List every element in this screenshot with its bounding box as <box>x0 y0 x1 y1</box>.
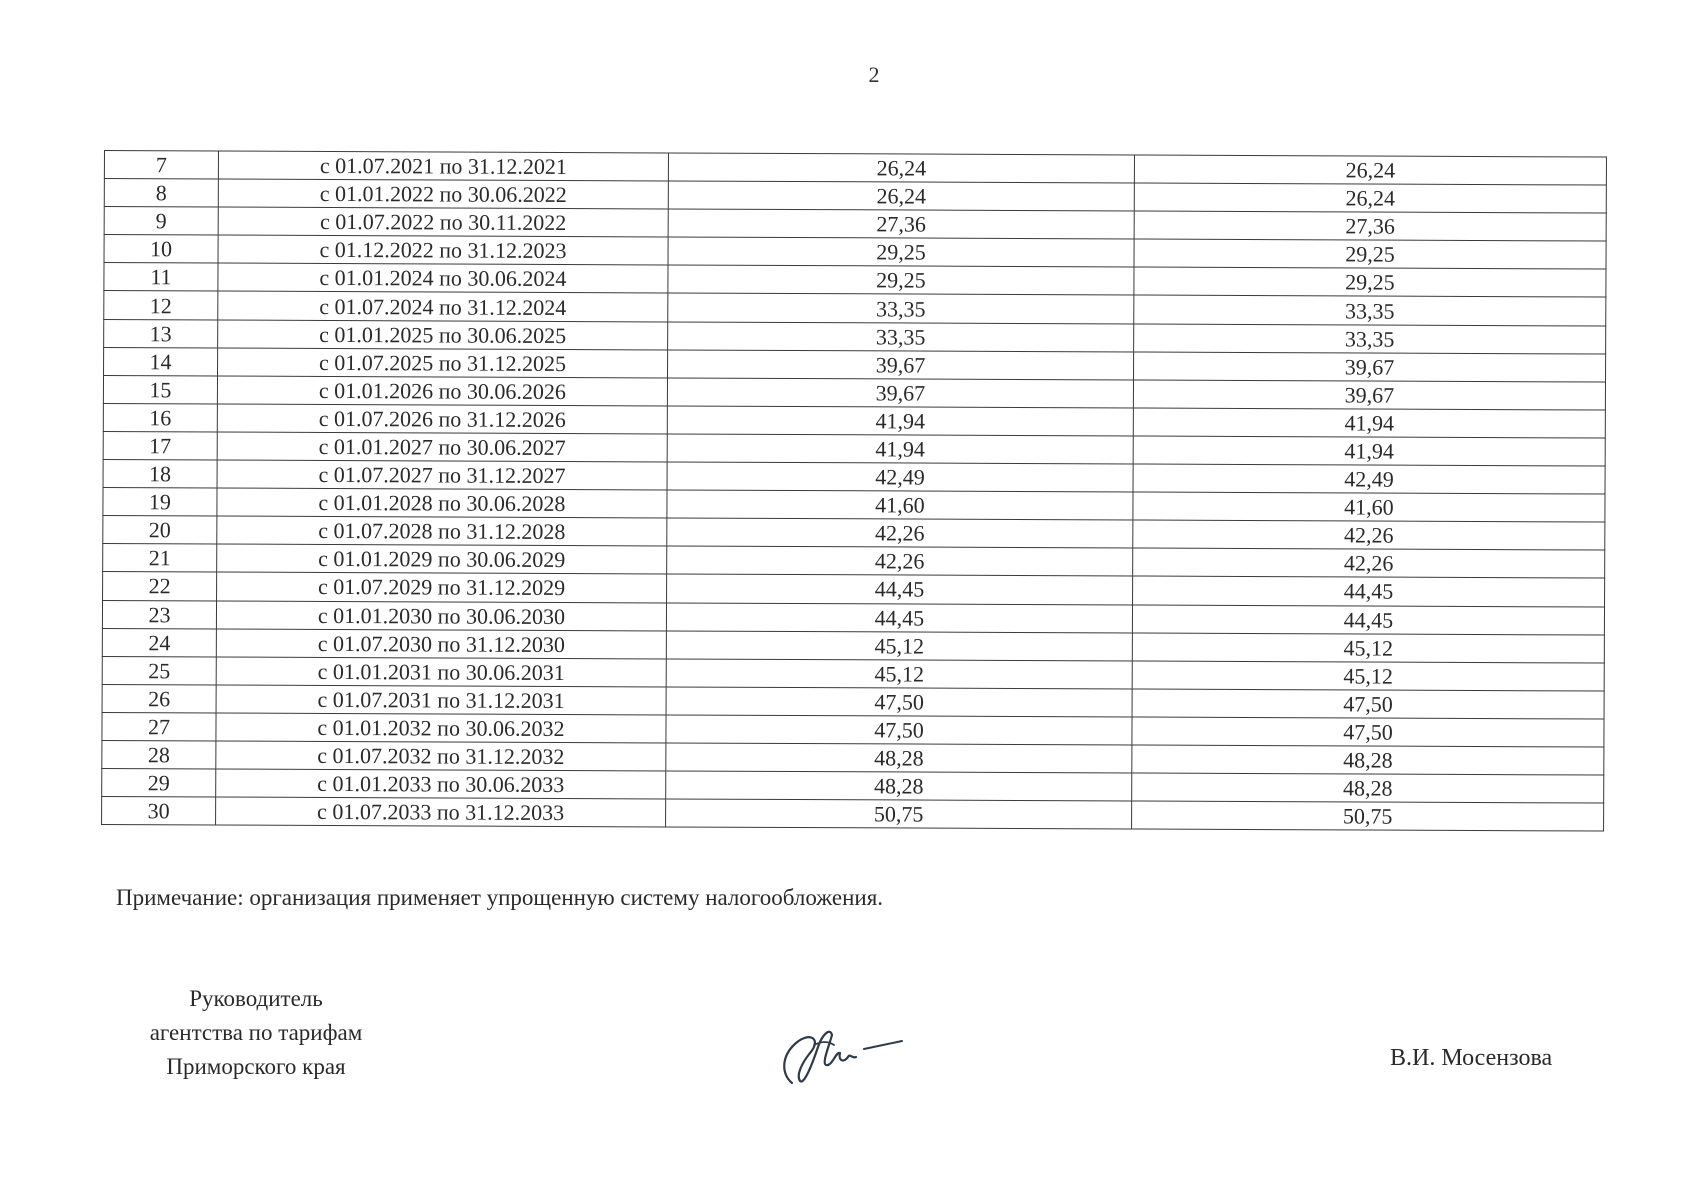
row-number-cell: 22 <box>103 572 217 601</box>
period-cell: с 01.07.2032 по 31.12.2032 <box>216 741 666 771</box>
period-cell: с 01.01.2030 по 30.06.2030 <box>216 600 666 630</box>
period-cell: с 01.07.2029 по 31.12.2029 <box>217 572 667 602</box>
row-number-cell: 15 <box>103 375 217 404</box>
period-cell: с 01.01.2029 по 30.06.2029 <box>217 544 667 574</box>
value-cell-2: 45,12 <box>1132 633 1604 663</box>
period-cell: с 01.01.2031 по 30.06.2031 <box>216 657 666 687</box>
row-number-cell: 24 <box>102 628 216 657</box>
value-cell-1: 47,50 <box>666 715 1132 745</box>
period-cell: с 01.01.2032 по 30.06.2032 <box>216 713 666 743</box>
period-cell: с 01.07.2027 по 31.12.2027 <box>217 460 667 490</box>
value-cell-1: 33,35 <box>668 322 1134 352</box>
row-number-cell: 28 <box>102 740 216 769</box>
period-cell: с 01.07.2030 по 31.12.2030 <box>216 629 666 659</box>
page-number: 2 <box>868 62 880 87</box>
value-cell-2: 45,12 <box>1132 661 1604 691</box>
row-number-cell: 30 <box>102 797 216 826</box>
value-cell-2: 42,26 <box>1133 520 1605 550</box>
value-cell-2: 50,75 <box>1132 801 1604 831</box>
period-cell: с 01.01.2022 по 30.06.2022 <box>218 179 668 209</box>
value-cell-1: 42,26 <box>667 518 1133 548</box>
period-cell: с 01.07.2024 по 31.12.2024 <box>218 291 668 321</box>
value-cell-1: 41,60 <box>667 490 1133 520</box>
row-number-cell: 25 <box>102 656 216 685</box>
value-cell-1: 33,35 <box>668 293 1134 323</box>
row-number-cell: 29 <box>102 769 216 798</box>
period-cell: с 01.01.2027 по 30.06.2027 <box>217 432 667 462</box>
row-number-cell: 10 <box>104 235 218 264</box>
value-cell-1: 50,75 <box>666 799 1132 829</box>
value-cell-1: 41,94 <box>667 406 1133 436</box>
period-cell: с 01.07.2031 по 31.12.2031 <box>216 685 666 715</box>
value-cell-1: 39,67 <box>668 350 1134 380</box>
value-cell-2: 29,25 <box>1134 267 1606 297</box>
value-cell-2: 44,45 <box>1133 576 1605 606</box>
period-cell: с 01.01.2024 по 30.06.2024 <box>218 263 668 293</box>
value-cell-2: 33,35 <box>1134 295 1606 325</box>
value-cell-2: 48,28 <box>1132 745 1604 775</box>
value-cell-1: 45,12 <box>666 659 1132 689</box>
row-number-cell: 11 <box>104 263 218 292</box>
row-number-cell: 17 <box>103 431 217 460</box>
row-number-cell: 27 <box>102 712 216 741</box>
value-cell-2: 26,24 <box>1134 183 1606 213</box>
signer-title-line: Руководитель <box>189 986 323 1011</box>
value-cell-2: 42,26 <box>1133 548 1605 578</box>
value-cell-2: 41,94 <box>1133 436 1605 466</box>
signer-title-block <box>106 982 406 1084</box>
row-number-cell: 18 <box>103 460 217 489</box>
value-cell-1: 47,50 <box>666 687 1132 717</box>
value-cell-1: 44,45 <box>667 574 1133 604</box>
value-cell-2: 41,94 <box>1133 408 1605 438</box>
value-cell-2: 42,49 <box>1133 464 1605 494</box>
row-number-cell: 8 <box>104 179 218 208</box>
value-cell-2: 39,67 <box>1134 352 1606 382</box>
signer-name: В.И. Мосензова <box>1390 1045 1553 1071</box>
value-cell-2: 27,36 <box>1134 211 1606 241</box>
value-cell-2: 29,25 <box>1134 239 1606 269</box>
row-number-cell: 14 <box>104 347 218 376</box>
period-cell: с 01.07.2022 по 30.11.2022 <box>218 207 668 237</box>
value-cell-1: 41,94 <box>667 434 1133 464</box>
row-number-cell: 9 <box>104 207 218 236</box>
value-cell-1: 29,25 <box>668 237 1134 267</box>
period-cell: с 01.01.2025 по 30.06.2025 <box>218 320 668 350</box>
value-cell-1: 42,26 <box>667 546 1133 576</box>
table-row <box>102 797 1604 832</box>
signer-title-line: агентства по тарифам <box>149 1020 363 1045</box>
note-text: Примечание: организация применяет упрощенную систему налогообложения. <box>116 885 884 910</box>
value-cell-2: 39,67 <box>1133 380 1605 410</box>
signer-title-line: Приморского края <box>166 1054 346 1079</box>
row-number-cell: 21 <box>103 544 217 573</box>
value-cell-1: 42,49 <box>667 462 1133 492</box>
value-cell-2: 47,50 <box>1132 689 1604 719</box>
row-number-cell: 26 <box>102 684 216 713</box>
row-number-cell: 23 <box>102 600 216 629</box>
tariff-table <box>101 150 1607 832</box>
tariff-table-body <box>102 151 1607 832</box>
value-cell-1: 48,28 <box>666 771 1132 801</box>
value-cell-2: 44,45 <box>1132 604 1604 634</box>
period-cell: с 01.07.2025 по 31.12.2025 <box>218 348 668 378</box>
value-cell-1: 48,28 <box>666 743 1132 773</box>
value-cell-1: 26,24 <box>668 153 1134 183</box>
row-number-cell: 12 <box>104 291 218 320</box>
value-cell-1: 44,45 <box>666 602 1132 632</box>
value-cell-2: 47,50 <box>1132 717 1604 747</box>
period-cell: с 01.01.2026 по 30.06.2026 <box>217 376 667 406</box>
value-cell-2: 41,60 <box>1133 492 1605 522</box>
value-cell-2: 48,28 <box>1132 773 1604 803</box>
period-cell: с 01.01.2028 по 30.06.2028 <box>217 488 667 518</box>
value-cell-1: 45,12 <box>666 631 1132 661</box>
row-number-cell: 20 <box>103 516 217 545</box>
period-cell: с 01.07.2026 по 31.12.2026 <box>217 404 667 434</box>
value-cell-1: 26,24 <box>668 181 1134 211</box>
row-number-cell: 13 <box>104 319 218 348</box>
period-cell: с 01.07.2033 по 31.12.2033 <box>216 797 666 827</box>
value-cell-1: 39,67 <box>667 378 1133 408</box>
period-cell: с 01.12.2022 по 31.12.2023 <box>218 235 668 265</box>
handwritten-signature <box>752 1005 922 1095</box>
period-cell: с 01.07.2028 по 31.12.2028 <box>217 516 667 546</box>
value-cell-2: 26,24 <box>1134 155 1606 185</box>
row-number-cell: 19 <box>103 488 217 517</box>
period-cell: с 01.01.2033 по 30.06.2033 <box>216 769 666 799</box>
row-number-cell: 7 <box>104 151 218 180</box>
value-cell-2: 33,35 <box>1134 324 1606 354</box>
period-cell: с 01.07.2021 по 31.12.2021 <box>218 151 668 181</box>
row-number-cell: 16 <box>103 403 217 432</box>
value-cell-1: 27,36 <box>668 209 1134 239</box>
value-cell-1: 29,25 <box>668 265 1134 295</box>
